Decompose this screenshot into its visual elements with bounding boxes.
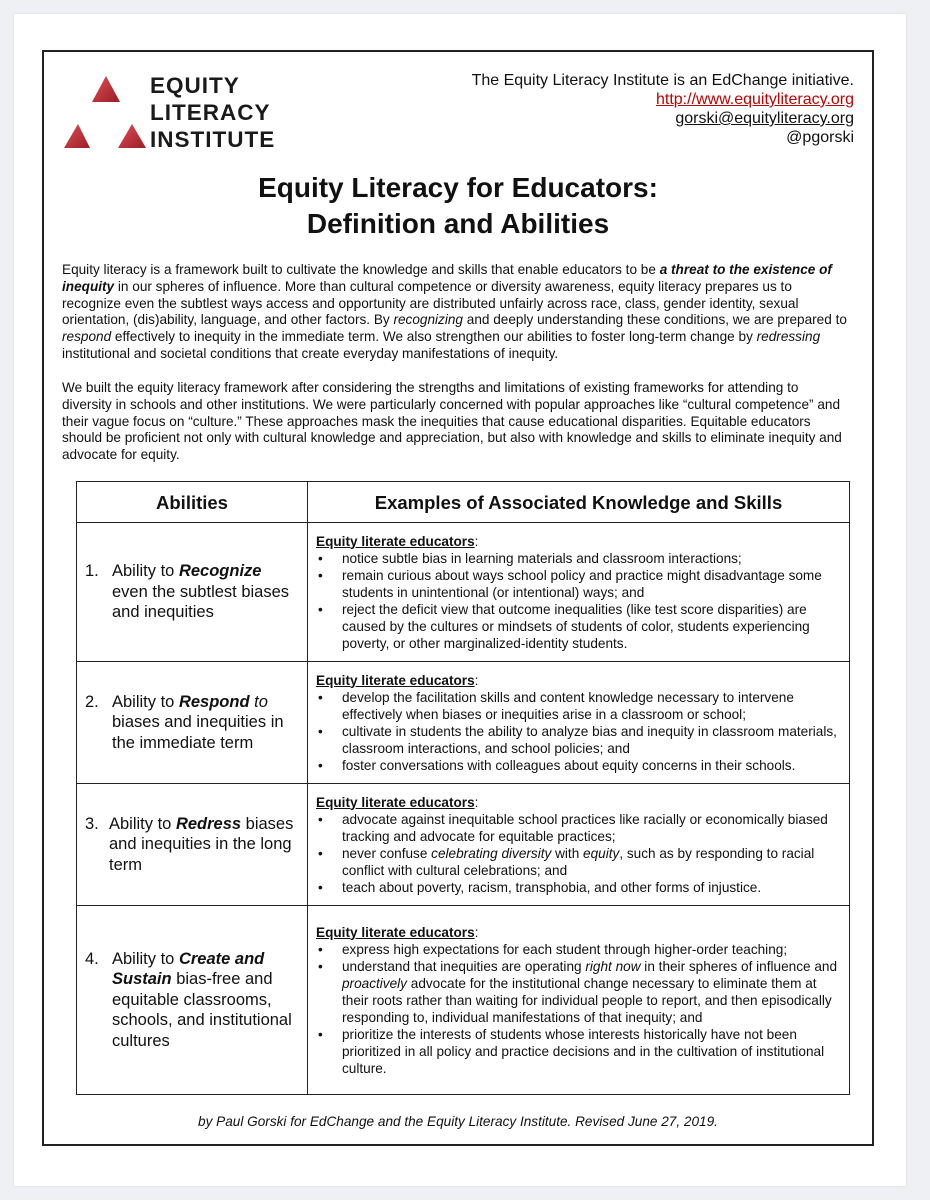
text-run: advocate for the institutional change necessary to eliminate them at their roots rather than waiting for individual people to report, and then episodically responding to, individual manifestations of that inequity; and xyxy=(342,975,832,1025)
intro-paragraph-2 xyxy=(62,380,850,464)
text-run: even the subtlest biases and inequities xyxy=(112,582,290,622)
text-run: institutional and societal conditions that create everyday manifestations of inequity. xyxy=(62,345,559,361)
ability-number: 1. xyxy=(85,562,99,581)
ability-cell xyxy=(77,662,308,784)
list-item: • prioritize the interests of students whose interests historically have not been prioritized in all policy and practice decisions and in the cultivation of institutional culture. xyxy=(316,1026,841,1077)
intro-paragraph-1 xyxy=(62,262,850,363)
text-run: Equity literacy is a framework built to cultivate the knowledge and skills that enable educators to be xyxy=(62,262,660,277)
text-run: biases and inequities in the immediate term xyxy=(112,713,284,752)
text-run: Ability to xyxy=(109,814,176,833)
text-run: understand that inequities are operating xyxy=(342,958,586,974)
text-run: Ability to xyxy=(112,562,179,581)
column-header-examples: Examples of Associated Knowledge and Skills xyxy=(308,482,850,523)
footer-credit: by Paul Gorski for EdChange and the Equity Literacy Institute. Revised June 27, 2019. xyxy=(198,1114,718,1129)
text-run: effectively to inequity in the immediate term. We also strengthen our abilities to foster long-term change by xyxy=(111,329,757,345)
table-row xyxy=(77,662,850,784)
list-item: • express high expectations for each student through higher-order teaching; xyxy=(316,941,841,958)
examples-subheading: Equity literate educators xyxy=(316,924,475,940)
social-handle: @pgorski xyxy=(786,129,854,146)
emphasis-recognizing: recognizing xyxy=(393,312,463,328)
examples-cell xyxy=(308,523,850,662)
logo-line-3: INSTITUTE xyxy=(150,127,276,152)
emphasis: proactively xyxy=(342,975,407,991)
list-item: • develop the facilitation skills and content knowledge necessary to intervene effectively when biases or inequities arise in a classroom or school; xyxy=(316,689,841,723)
examples-list xyxy=(316,689,841,774)
list-item: • foster conversations with colleagues about equity concerns in their schools. xyxy=(316,757,841,774)
tagline: The Equity Literacy Institute is an EdChange initiative. xyxy=(471,72,854,89)
ability-keyword: Respond xyxy=(178,692,250,711)
emphasis: celebrating diversity xyxy=(431,845,552,861)
text-run: bias-free and equitable classrooms, schools, and institutional cultures xyxy=(112,970,292,1050)
emphasis: right now xyxy=(585,958,641,974)
column-header-abilities: Abilities xyxy=(77,482,308,523)
list-item: • reject the deficit view that outcome inequalities (like test score disparities) are caused by the cultures or mindsets of students of color, students experiencing poverty, or other marginalized-identity students. xyxy=(316,601,841,652)
ability-keyword: Recognize xyxy=(178,562,262,581)
list-item: • cultivate in students the ability to analyze bias and inequity in classroom materials, classroom interactions, and school policies; and xyxy=(316,723,841,757)
triangles-logo-icon xyxy=(60,72,146,152)
table-row xyxy=(77,784,850,906)
ability-text xyxy=(112,692,299,753)
list-item: • teach about poverty, racism, transphobia, and other forms of injustice. xyxy=(316,879,841,896)
ability-keyword: Create and Sustain xyxy=(112,949,265,989)
list-item xyxy=(316,958,841,1026)
title-line-2: Definition and Abilities xyxy=(306,208,610,239)
colon: : xyxy=(474,533,479,549)
email-link[interactable]: gorski@equityliteracy.org xyxy=(675,110,854,127)
examples-subheading: Equity literate educators xyxy=(316,672,475,688)
ability-cell xyxy=(77,523,308,662)
ability-number: 2. xyxy=(85,692,99,711)
logo-line-2: LITERACY xyxy=(150,100,271,125)
ability-number: 3. xyxy=(85,814,99,833)
examples-subheading: Equity literate educators xyxy=(316,794,475,810)
examples-cell xyxy=(308,906,850,1095)
document-page xyxy=(42,50,874,1146)
logo-line-1: EQUITY xyxy=(150,73,240,98)
ability-text xyxy=(109,814,299,875)
colon: : xyxy=(474,794,479,810)
text-run: in our spheres of influence. More than cultural competence or diversity awareness, equity literacy prepares us to recognize even the subtlest ways access and opportunity are distributed unfairly across race, class, gender identity, sexual orientation, (dis)ability, language, and other factors. By xyxy=(62,278,799,328)
examples-list xyxy=(316,550,841,652)
examples-list xyxy=(316,941,841,1077)
text-run: never confuse xyxy=(342,845,432,861)
ability-cell xyxy=(77,906,308,1095)
paragraph-text: We built the equity literacy framework after considering the strengths and limitations of existing frameworks for attending to diversity in schools and other institutions. We were particularly concerned with popular approaches like “cultural competence” and their vague focus on “culture.” These approaches mask the inequities that cause educational disparities. Equitable educators should be proficient not only with cultural knowledge and appreciation, but also with knowledge and skills to eliminate inequity and advocate for equity. xyxy=(62,380,842,463)
table-row xyxy=(77,906,850,1095)
list-item: • notice subtle bias in learning materials and classroom interactions; xyxy=(316,550,841,567)
text-run: biases and inequities in the long term xyxy=(109,814,294,874)
emphasis: equity xyxy=(583,845,620,861)
table-header-row xyxy=(77,482,850,523)
logo xyxy=(60,72,290,154)
emphasis-respond: respond xyxy=(62,329,112,345)
website-link[interactable]: http://www.equityliteracy.org xyxy=(655,91,854,108)
text-run: with xyxy=(551,845,584,861)
text-run: and deeply understanding these conditions, we are prepared to xyxy=(463,312,847,328)
title-line-1: Equity Literacy for Educators: xyxy=(258,172,658,203)
examples-subheading: Equity literate educators xyxy=(316,533,475,549)
text-run: Ability to xyxy=(112,692,179,711)
colon: : xyxy=(474,672,479,688)
ability-number: 4. xyxy=(85,949,99,968)
colon: : xyxy=(474,924,479,940)
logo-wordmark xyxy=(150,72,275,153)
examples-cell xyxy=(308,784,850,906)
page-title xyxy=(44,170,872,242)
list-item xyxy=(316,845,841,879)
text-run: in their spheres of influence and xyxy=(640,958,838,974)
ability-keyword: Redress xyxy=(175,814,242,833)
text-run: Ability to xyxy=(112,949,179,968)
text-run: to xyxy=(249,692,268,711)
list-item: • remain curious about ways school policy and practice might disadvantage some students in unintentional (or intentional) ways; and xyxy=(316,567,841,601)
header-contact xyxy=(472,71,854,147)
examples-list xyxy=(316,811,841,896)
examples-cell xyxy=(308,662,850,784)
ability-text xyxy=(112,949,299,1051)
emphasis-redressing: redressing xyxy=(756,329,821,345)
ability-text xyxy=(112,561,299,622)
table-row xyxy=(77,523,850,662)
ability-cell xyxy=(77,784,308,906)
emphasis-threat: a threat to the existence of inequity xyxy=(62,262,832,294)
text-run: , such as by responding to racial conflict with cultural celebrations; and xyxy=(342,845,815,878)
list-item: • advocate against inequitable school practices like racially or economically biased tracking and advocate for equitable practices; xyxy=(316,811,841,845)
abilities-table xyxy=(76,481,850,1095)
